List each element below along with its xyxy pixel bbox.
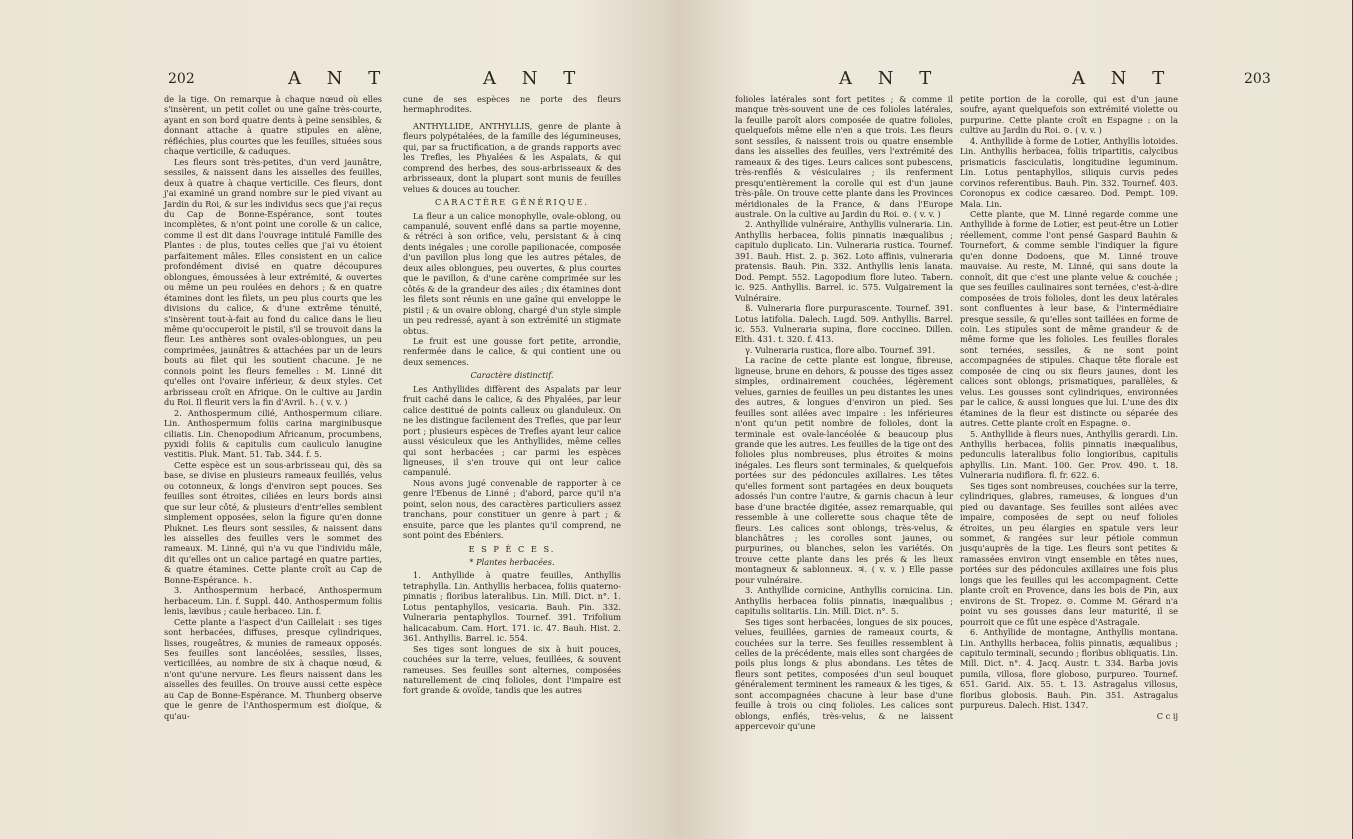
text-column-right-1: [735, 94, 953, 732]
paragraph: La racine de cette plante est longue, fibreuse, ligneuse, brune en dehors, & pousse des tiges assez simples, ordinairement couchées, légèrement velues, garnies de feuilles un peu distantes les unes des autres, & longues d'environ un pied. Ses feuilles sont ailées avec impaire : les inférieures n'ont qu'un petit nombre de folioles, dont la terminale est ovale-lancéolée & beaucoup plus grande que les autres. Les feuilles de la tige ont des folioles plus nombreuses, plus étroites & moins inégales. Les fleurs sont terminales, & quelquefois portées sur des pédoncules axillaires. Les têtes qu'elles forment sont partagées en deux bouquets adossés l'un contre l'autre, & garnis chacun à leur base d'une bractée digitée, assez remarquable, qui ressemble à une collerette sous chaque tête de fleurs. Les calices sont oblongs, très-velus, & blanchâtres ; les corolles sont jaunes, ou purpurines, ou blanches, selon les variétés. On trouve cette plante dans les prés & les lieux montagneux & sablonneux. ♃. ( v. v. ) Elle passe pour vulnéraire.: [735, 355, 953, 585]
paragraph: 4. Anthyllide à forme de Lotier, Anthyllis lotoides. Lin. Anthyllis herbacea, foliis tripartitis, calycibus prismaticis fasciculatis, longitudine leguminum. Lin. Lotus pentaphyllos, siliquis curvis pedes corvinos referentibus. Bauh. Pin. 332. Tournef. 403. Coronopus ex codice cæsareo. Dod. Pempt. 109. Mala. Lin.: [960, 135, 1178, 209]
paragraph: Ses tiges sont nombreuses, couchées sur la terre, cylindriques, glabres, rameuses, & longues d'un pied ou davantage. Ses feuilles sont ailées avec impaire, composées de sept ou neuf folioles étroites, un peu élargies en spatule vers leur sommet, & rangées sur leur pétiole commun jusqu'auprès de la tige. Les fleurs sont petites & ramassées environ vingt ensemble en têtes nues, portées sur des pédoncules axillaires une fois plus longs que les feuilles qui les accompagnent. Cette plante croît en Provence, dans les bois de Pin, aux environs de St. Tropez. ⊙. Comme M. Gérard n'a point vu ses gousses dans leur maturité, il se pourroit que ce fût une espèce d'Astragale.: [960, 480, 1178, 627]
section-heading: E S P È C E S.: [468, 543, 556, 554]
section-heading-text: Caractère distinctif.: [470, 370, 554, 381]
header-word: A N T: [288, 68, 391, 89]
paragraph: 1. Anthyllide à quatre feuilles, Anthyllis tetraphylla. Lin. Anthyllis herbacea, foliis quaterno-pinnatis ; floribus lateralibus. Lin. Mill. Dict. n°. 1. Lotus pentaphyllos, vesicaria. Bauh. Pin. 332. Vulneraria pentaphyllos. Tournef. 391. Trifolium halicacabum. Cam. Hort. 171. ic. 47. Bauh. Hist. 2. 361. Anthyllis. Barrel. ic. 554.: [403, 570, 621, 644]
subsection-heading-text: * Plantes herbacées.: [469, 557, 555, 568]
paragraph: 2. Anthyllide vulnéraire, Anthyllis vulneraria. Lin. Anthyllis herbacea, foliis pinnatis inæqualibus ; capitulo duplicato. Lin. Vulneraria rustica. Tournef. 391. Bauh. Hist. 2. p. 362. Loto affinis, vulneraria pratensis. Bauh. Pin. 332. Anthyllis lenis lanata. Dod. Pempt. 552. Lagopodium flore luteo. Tabern. ic. 925. Anthyllis. Barrel. ic. 575. Vulgairement la Vulnéraire.: [735, 219, 953, 303]
section-heading: [403, 370, 621, 380]
page-number-left: 202: [168, 71, 195, 87]
header-word: A N T: [1072, 68, 1175, 89]
header-word: A N T: [483, 68, 586, 89]
text-column-left-2: [403, 94, 621, 696]
catchword: C c ij: [1156, 710, 1178, 721]
section-heading: CARACTÈRE GÉNÉRIQUE.: [435, 197, 589, 208]
paragraph: Les Anthyllides diffèrent des Aspalats par leur fruit caché dans le calice, & des Phyalées, par leur calice destitué de points calleux ou glanduleux. On ne les distingue facilement des Trefles, que par leur port ; plusieurs espèces de Trefles ayant leur calice aussi vésiculeux que les Anthyllides, même celles qui sont herbacées ; car parmi les espèces ligneuses, il s'en trouve qui ont leur calice campanulé.: [403, 383, 621, 478]
paragraph: Les fleurs sont très-petites, d'un verd jaunâtre, sessiles, & naissent dans les aisselles des feuilles, deux à quatre à chaque verticille. Ces fleurs, dont j'ai examiné un grand nombre sur le pied vivant au Jardin du Roi, & sur les individus secs que j'ai reçus du Cap de Bonne-Espérance, sont toutes incomplètes, & n'ont point une corolle & un calice, comme il est dit dans l'ouvrage intitulé Famille des Plantes : de plus, toutes celles que j'ai vu étoient parfaitement mâles. Elles consistent en un calice profondément divisé en quatre découpures oblongues, émoussées à leur extrémité, & ouvertes ou même un peu roulées en dehors ; & en quatre étamines dont les filets, un peu plus courts que les divisions du calice, & d'une extrême ténuité, s'insèrent tout-à-fait au fond du calice dans le lieu même qu'occuperoit le pistil, s'il se trouvoit dans la fleur. Les anthères sont ovales-oblongues, un peu comprimées, jaunâtres & attachées par un de leurs bouts au filet qui les soutient chacune. Je ne connois point les fleurs femelles : M. Linné dit qu'elles ont l'ovaire inférieur, & deux styles. Cet arbrisseau croît en Afrique. On le cultive au Jardin du Roi. Il fleurit vers la fin d'Avril. ♄. ( v. v. ): [164, 156, 382, 408]
paragraph: Ses tiges sont longues de six à huit pouces, couchées sur la terre, velues, feuillées, & souvent rameuses. Ses feuilles sont alternes, composées naturellement de cinq folioles, dont l'impaire est fort grande & ovoïde, tandis que les autres: [403, 643, 621, 696]
paragraph: 2. Anthospermum cilié, Anthospermum ciliare. Lin. Anthospermum foliis carina marginibusque ciliatis. Lin. Chenopodium Africanum, procumbens, pyxidi foliis & capitulis cum cauliculo lanugine vestitis. Pluk. Mant. 51. Tab. 344. f. 5.: [164, 407, 382, 460]
paragraph: folioles latérales sont fort petites ; & comme il manque très-souvent une de ces folioles latérales, la feuille paroît alors composée de quatre folioles, quelquefois même elle n'en a que trois. Les fleurs sont sessiles, & naissent trois ou quatre ensemble dans les aisselles des feuilles, vers l'extrémité des rameaux & des tiges. Leurs calices sont pubescens, très-renflés & vésiculaires ; ils renferment presqu'entièrement la corolle qui est d'un jaune très-pâle. On trouve cette plante dans les Provinces méridionales de la France, & dans l'Europe australe. On la cultive au Jardin du Roi. ⊙. ( v. v. ): [735, 94, 953, 219]
right-page: [676, 0, 1352, 839]
paragraph: ANTHYLLIDE, ANTHYLLIS, genre de plante à fleurs polypétalées, de la famille des légumineuses, qui, par sa fructification, a de grands rapports avec les Trefles, les Phyalées & les Aspalats, & qui comprend des herbes, des sous-arbrisseaux & des arbrisseaux, dont la plupart sont munis de feuilles velues & douces au toucher.: [403, 120, 621, 194]
paragraph: γ. Vulneraria rustica, flore albo. Tournef. 391.: [745, 344, 935, 355]
header-word: A N T: [839, 68, 942, 89]
page-number-right: 203: [1244, 71, 1271, 87]
paragraph: Le fruit est une gousse fort petite, arrondie, renfermée dans le calice, & qui contient une ou deux semences.: [403, 335, 621, 367]
paragraph: La fleur a un calice monophylle, ovale-oblong, ou campanulé, souvent enflé dans sa partie moyenne, & rétréci à son orifice, velu, persistant & à cinq dents inégales ; une corolle papilionacée, composée d'un pavillon plus long que les autres pétales, de deux ailes oblongues, peu ouvertes, & plus courtes que le pavillon, & d'une carène comprimée sur les côtés & de la grandeur des ailes ; dix étamines dont les filets sont réunis en une gaîne qui enveloppe le pistil ; & un ovaire oblong, chargé d'un style simple un peu redressé, ayant à son extrémité un stigmate obtus.: [403, 210, 621, 336]
subsection-heading: [403, 557, 621, 567]
paragraph: Cette plante, que M. Linné regarde comme une Anthyllide à forme de Lotier, est peut-être un Lotier réellement, comme l'ont pensé Gaspard Bauhin & Tournefort, & comme semble l'indiquer la figure qu'en donne Dodoens, que M. Linné trouve mauvaise. Au reste, M. Linné, qui sans doute la connoît, dit que c'est une plante velue & couchée ; que ses feuilles caulinaires sont ternées, c'est-à-dire composées de trois folioles, dont les deux latérales sont confluentes à leur base, & l'intermédiaire presque sessile, & qu'elles sont taillées en forme de coin. Les stipules sont de même grandeur & de même forme que les folioles. Les feuilles florales sont ternées, sessiles, & ne sont point accompagnées de stipules. Chaque tête florale est composée de cinq ou six fleurs jaunes, dont les calices sont oblongs, prismatiques, parallèles, & velus. Les gousses sont cylindriques, environnées par le calice, & aussi longues que lui. L'une des dix étamines de la fleur est distincte ou séparée des autres. Cette plante croît en Espagne. ⊙.: [960, 208, 1178, 429]
paragraph: cune de ses espèces ne porte des fleurs hermaphrodites.: [403, 94, 621, 115]
paragraph: Ses tiges sont herbacées, longues de six pouces, velues, feuillées, garnies de rameaux courts, & couchées sur la terre. Ses feuilles ressemblent à celles de la précédente, mais elles sont chargées de poils plus longs & plus abondans. Les têtes de fleurs sont petites, composées d'un seul bouquet généralement terminent les rameaux & les tiges, & sont accompagnées chacune à leur base d'une feuille à trois ou cinq folioles. Les calices sont oblongs, enflés, très-velus, & ne laissent appercevoir qu'une: [735, 616, 953, 732]
paragraph: Nous avons jugé convenable de rapporter à ce genre l'Ebenus de Linné ; d'abord, parce qu'il n'a point, selon nous, des caractères particuliers assez tranchans, pour constituer un genre à part ; & ensuite, parce que les plantes qu'il comprend, ne sont point des Ebéniers.: [403, 477, 621, 541]
paragraph: Cette espèce est un sous-arbrisseau qui, dès sa base, se divise en plusieurs rameaux feuillés, velus ou cotonneux, & longs d'environ sept pouces. Ses feuilles sont étroites, ciliées en leurs bords ainsi que sur leur côté, & plusieurs d'entr'elles semblent simplement opposées, selon la figure qu'en donne Pluknet. Les fleurs sont sessiles, & naissent dans les aisselles des feuilles vers le sommet des rameaux. M. Linné, qui n'a vu que l'individu mâle, dit qu'elles ont un calice partagé en quatre parties, & quatre étamines. Cette plante croît au Cap de Bonne-Espérance. ♄.: [164, 459, 382, 585]
paragraph: 6. Anthyllide de montagne, Anthyllis montana. Lin. Anthyllis herbacea, foliis pinnatis, æqualibus ; capitulo terminali, secundo ; floribus obliquatis. Lin. Mill. Dict. n°. 4. Jacq. Austr. t. 334. Barba jovis pumila, villosa, flore globoso, purpureo. Tournef. 651. Garid. Aix. 55. t. 13. Astragalus villosus, floribus globosis. Bauh. Pin. 351. Astragalus purpureus. Dalech. Hist. 1347.: [960, 627, 1178, 711]
text-column-left-1: [164, 94, 382, 721]
paragraph: de la tige. On remarque à chaque nœud où elles s'insèrent, un petit collet ou une gaîne très-courte, ayant en son bord quatre dents à peine sensibles, & donnant attache à quatre stipules en alène, réfléchies, plus courtes que les feuilles, situées sous chaque verticille, & caduques.: [164, 94, 382, 157]
left-page: [0, 0, 676, 839]
paragraph: 3. Anthyllide cornicine, Anthyllis cornicina. Lin. Anthyllis herbacea foliis pinnatis, inæqualibus ; capitulis solitariis. Lin. Mill. Dict. n°. 5.: [735, 585, 953, 617]
text-column-right-2: [960, 94, 1178, 721]
paragraph: Cette plante a l'aspect d'un Caillelait : ses tiges sont herbacées, diffuses, presque cylindriques, lisses, rougeâtres, & munies de rameaux opposés. Ses feuilles sont lancéolées, sessiles, lisses, verticillées, au nombre de six à chaque nœud, & n'ont qu'une nervure. Les fleurs naissent dans les aisselles des feuilles. On trouve aussi cette espèce au Cap de Bonne-Espérance. M. Thunberg observe que le genre de l'Anthospermum est dioïque, & qu'au-: [164, 616, 382, 721]
paragraph: 5. Anthyllide à fleurs nues, Anthyllis gerardi. Lin. Anthyllis herbacea, foliis pinnatis inæqualibus, pedunculis lateralibus folio longioribus, capitulis aphyllis. Lin. Mant. 100. Ger. Prov. 490. t. 18. Vulneraria nudiflora. fl. fr. 622. 6.: [960, 428, 1178, 481]
running-header-right: [676, 68, 1352, 90]
running-header-left: [0, 68, 676, 90]
paragraph: 3. Anthospermum herbacé, Anthospermum herbaceum. Lin. f. Suppl. 440. Anthospermum foliis lenis, lævibus ; caule herbaceo. Lin. f.: [164, 585, 382, 617]
paragraph: petite portion de la corolle, qui est d'un jaune soufre, ayant quelquefois son extrémité violette ou purpurine. Cette plante croît en Espagne : on la cultive au Jardin du Roi. ⊙. ( v. v. ): [960, 94, 1178, 136]
paragraph: ß. Vulneraria flore purpurascente. Tournef. 391. Lotus latifolia. Dalech. Lugd. 509. Anthyllis. Barrel. ic. 553. Vulneraria supina, flore coccineo. Dillen. Elth. 431. t. 320. f. 413.: [735, 303, 953, 345]
